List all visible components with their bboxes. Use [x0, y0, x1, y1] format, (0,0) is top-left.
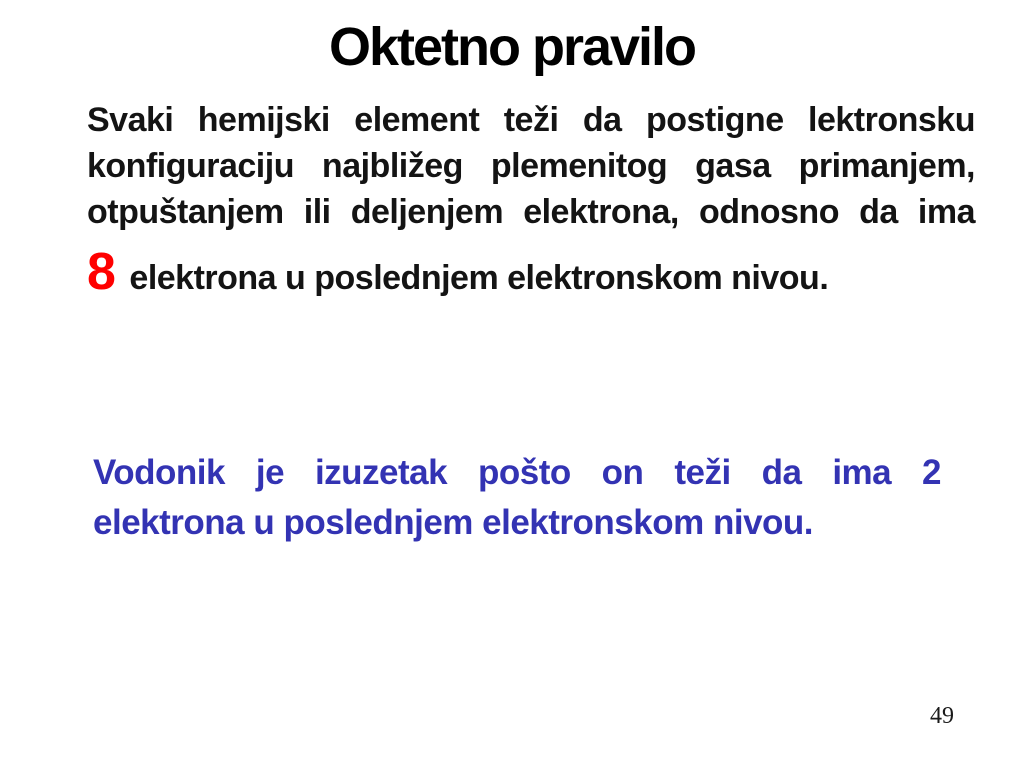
- page-number: 49: [930, 703, 954, 729]
- main-paragraph: [87, 97, 975, 301]
- main-paragraph-line-4: [87, 243, 975, 301]
- exception-paragraph: [93, 448, 941, 548]
- exception-paragraph-line-2: elektrona u poslednjem elektronskom nivou.: [93, 503, 814, 542]
- slide-title: Oktetno pravilo: [328, 17, 696, 77]
- main-paragraph-line-1: Svaki hemijski element teži da postigne lektronsku: [87, 101, 975, 139]
- main-paragraph-line-3: otpuštanjem ili deljenjem elektrona, odnosno da ima: [87, 193, 975, 231]
- main-paragraph-line-4-text: elektrona u poslednjem elektronskom nivou.: [129, 259, 829, 297]
- highlighted-number-eight: 8: [87, 243, 116, 301]
- exception-paragraph-line-1: Vodonik je izuzetak pošto on teži da ima 2: [93, 453, 941, 492]
- main-paragraph-line-2: konfiguraciju najbližeg plemenitog gasa primanjem,: [87, 147, 975, 185]
